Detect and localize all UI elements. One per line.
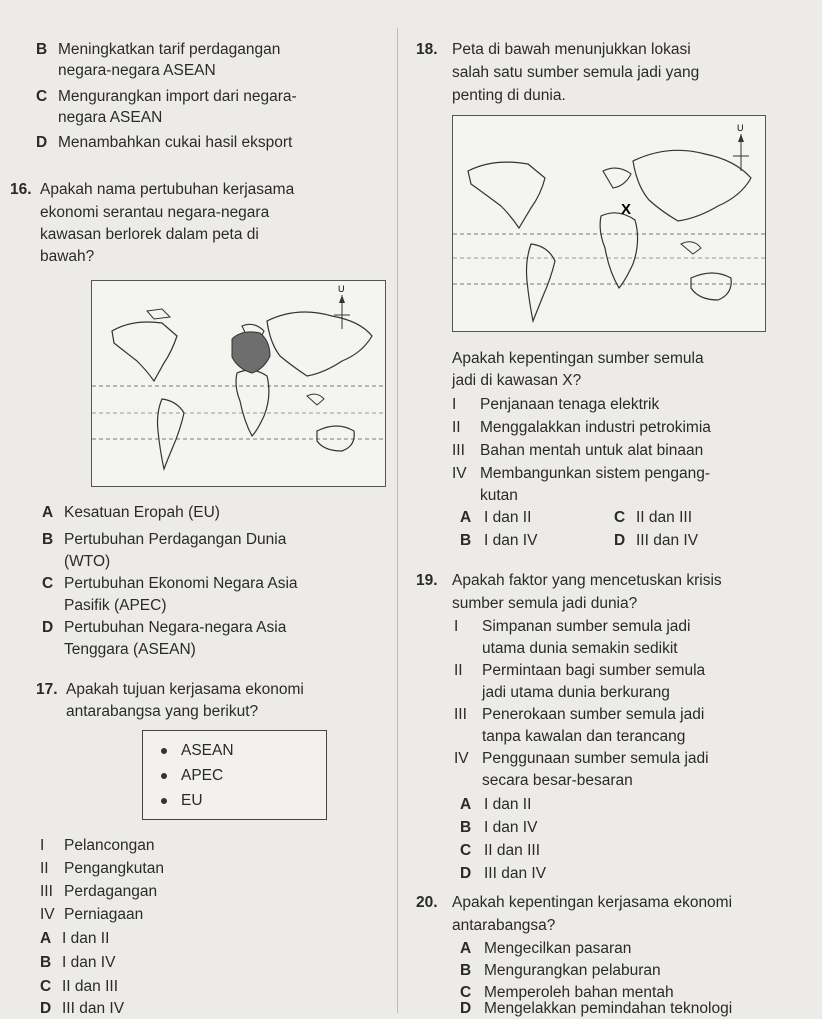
q16-question-line: bawah?	[40, 248, 95, 265]
q18-question-line: penting di dunia.	[452, 87, 566, 104]
q20-option-d-letter[interactable]: D	[460, 1000, 472, 1017]
q20-number: 20.	[416, 894, 438, 911]
q20-option-a-text: Mengecilkan pasaran	[484, 940, 632, 957]
q18-option-a-letter[interactable]: A	[460, 509, 472, 526]
q17-option-d-letter[interactable]: D	[40, 1000, 52, 1017]
q20-option-b-text: Mengurangkan pelaburan	[484, 962, 661, 979]
q15-option-c-text-2: negara ASEAN	[58, 109, 163, 126]
q18-option-b-letter[interactable]: B	[460, 532, 472, 549]
q17-option-c-text: II dan III	[62, 978, 119, 995]
q18-compass-label: U	[737, 123, 744, 133]
q17-box-item: ASEAN	[181, 742, 234, 759]
bullet-icon	[161, 773, 167, 779]
q16-map-graphic	[92, 281, 385, 486]
q17-option-a-text: I dan II	[62, 930, 110, 947]
q18-statement: Penjanaan tenaga elektrik	[480, 396, 660, 413]
q18-world-map	[452, 115, 766, 332]
q18-statement-num: II	[452, 419, 461, 436]
q16-question-line: ekonomi serantau negara-negara	[40, 204, 270, 221]
q17-option-b-letter[interactable]: B	[40, 954, 52, 971]
q18-option-c-text: II dan III	[636, 509, 693, 526]
q16-question-line: kawasan berlorek dalam peta di	[40, 226, 259, 243]
q16-question-line: Apakah nama pertubuhan kerjasama	[40, 181, 295, 198]
q16-option-a-letter[interactable]: A	[42, 504, 54, 521]
q16-option-d-letter[interactable]: D	[42, 619, 54, 636]
q18-statement-2: kutan	[480, 487, 518, 504]
q19-statement: Simpanan sumber semula jadi	[482, 618, 691, 635]
q17-option-d-text: III dan IV	[62, 1000, 125, 1017]
q17-question-line: Apakah tujuan kerjasama ekonomi	[66, 681, 304, 698]
q17-statement-num: II	[40, 860, 49, 877]
q17-number: 17.	[36, 681, 58, 698]
q17-question-line: antarabangsa yang berikut?	[66, 703, 259, 720]
q16-option-c-letter[interactable]: C	[42, 575, 54, 592]
q18-option-c-letter[interactable]: C	[614, 509, 626, 526]
q18-option-d-letter[interactable]: D	[614, 532, 626, 549]
q18-statement: Menggalakkan industri petrokimia	[480, 419, 711, 436]
q16-option-d-text-2: Tenggara (ASEAN)	[64, 641, 196, 658]
q19-statement-2: utama dunia semakin sedikit	[482, 640, 678, 657]
q16-option-b-letter[interactable]: B	[42, 531, 54, 548]
q18-statement-num: IV	[452, 465, 467, 482]
q18-number: 18.	[416, 41, 438, 58]
q18-statement: Membangunkan sistem pengang-	[480, 465, 711, 482]
q19-statement-num: IV	[454, 750, 469, 767]
q17-statement: Perniagaan	[64, 906, 144, 923]
q18-subquestion-line: Apakah kepentingan sumber semula	[452, 350, 704, 367]
q18-map-marker-x: X	[621, 201, 632, 218]
q16-option-c-text: Pertubuhan Ekonomi Negara Asia	[64, 575, 298, 592]
q19-statement: Permintaan bagi sumber semula	[482, 662, 706, 679]
q18-question-line: salah satu sumber semula jadi yang	[452, 64, 700, 81]
q17-box-item: EU	[181, 792, 203, 809]
q17-statement-num: I	[40, 837, 45, 854]
q18-statement-num: III	[452, 442, 465, 459]
q18-subquestion-line: jadi di kawasan X?	[452, 372, 582, 389]
q16-option-c-text-2: Pasifik (APEC)	[64, 597, 167, 614]
q19-number: 19.	[416, 572, 438, 589]
q15-option-d-letter[interactable]: D	[36, 134, 48, 151]
q16-number: 16.	[10, 181, 32, 198]
q20-question-line: antarabangsa?	[452, 917, 556, 934]
q19-option-b-text: I dan IV	[484, 819, 538, 836]
q15-option-c-letter[interactable]: C	[36, 88, 48, 105]
q19-statement: Penggunaan sumber semula jadi	[482, 750, 709, 767]
q19-statement-num: III	[454, 706, 467, 723]
q18-map-graphic	[453, 116, 765, 331]
q16-option-b-text-2: (WTO)	[64, 553, 111, 570]
q20-option-b-letter[interactable]: B	[460, 962, 472, 979]
q17-statement: Pengangkutan	[64, 860, 164, 877]
q19-option-c-text: II dan III	[484, 842, 541, 859]
q20-question-line: Apakah kepentingan kerjasama ekonomi	[452, 894, 733, 911]
q18-statement: Bahan mentah untuk alat binaan	[480, 442, 704, 459]
q17-statement: Pelancongan	[64, 837, 155, 854]
q18-question-line: Peta di bawah menunjukkan lokasi	[452, 41, 691, 58]
bullet-icon	[161, 748, 167, 754]
q15-option-b-text: Meningkatkan tarif perdagangan	[58, 41, 281, 58]
q17-option-c-letter[interactable]: C	[40, 978, 52, 995]
q17-box-item: APEC	[181, 767, 224, 784]
q17-statement-num: IV	[40, 906, 55, 923]
q19-statement: Penerokaan sumber semula jadi	[482, 706, 705, 723]
q17-option-a-letter[interactable]: A	[40, 930, 52, 947]
q18-option-b-text: I dan IV	[484, 532, 538, 549]
q15-option-d-text: Menambahkan cukai hasil eksport	[58, 134, 293, 151]
q19-question-line: sumber semula jadi dunia?	[452, 595, 638, 612]
q16-compass-label: U	[338, 284, 345, 294]
q15-option-c-text: Mengurangkan import dari negara-	[58, 88, 297, 105]
bullet-icon	[161, 798, 167, 804]
q19-statement-num: II	[454, 662, 463, 679]
q20-option-c-text: Memperoleh bahan mentah	[484, 984, 674, 1001]
q19-option-b-letter[interactable]: B	[460, 819, 472, 836]
q16-option-b-text: Pertubuhan Perdagangan Dunia	[64, 531, 287, 548]
q16-option-d-text: Pertubuhan Negara-negara Asia	[64, 619, 287, 636]
q19-statement-2: secara besar-besaran	[482, 772, 633, 789]
q15-option-b-text-2: negara-negara ASEAN	[58, 62, 216, 79]
q17-statement-num: III	[40, 883, 53, 900]
column-divider	[397, 28, 398, 1013]
q17-statement: Perdagangan	[64, 883, 158, 900]
q19-option-a-letter[interactable]: A	[460, 796, 472, 813]
q19-statement-2: tanpa kawalan dan terancang	[482, 728, 686, 745]
q18-option-d-text: III dan IV	[636, 532, 699, 549]
q15-option-b-letter[interactable]: B	[36, 41, 48, 58]
q19-question-line: Apakah faktor yang mencetuskan krisis	[452, 572, 722, 589]
q18-option-a-text: I dan II	[484, 509, 532, 526]
q17-option-b-text: I dan IV	[62, 954, 116, 971]
q20-option-d-text: Mengelakkan pemindahan teknologi	[484, 1000, 733, 1017]
q19-statement-num: I	[454, 618, 459, 635]
q20-option-c-letter[interactable]: C	[460, 984, 472, 1001]
q16-option-a-text: Kesatuan Eropah (EU)	[64, 504, 220, 521]
q19-option-a-text: I dan II	[484, 796, 532, 813]
q20-option-a-letter[interactable]: A	[460, 940, 472, 957]
q18-statement-num: I	[452, 396, 457, 413]
q17-organisation-box	[142, 730, 327, 820]
q19-statement-2: jadi utama dunia berkurang	[482, 684, 670, 701]
q19-option-d-letter[interactable]: D	[460, 865, 472, 882]
q19-option-c-letter[interactable]: C	[460, 842, 472, 859]
q19-option-d-text: III dan IV	[484, 865, 547, 882]
q16-world-map	[91, 280, 386, 487]
